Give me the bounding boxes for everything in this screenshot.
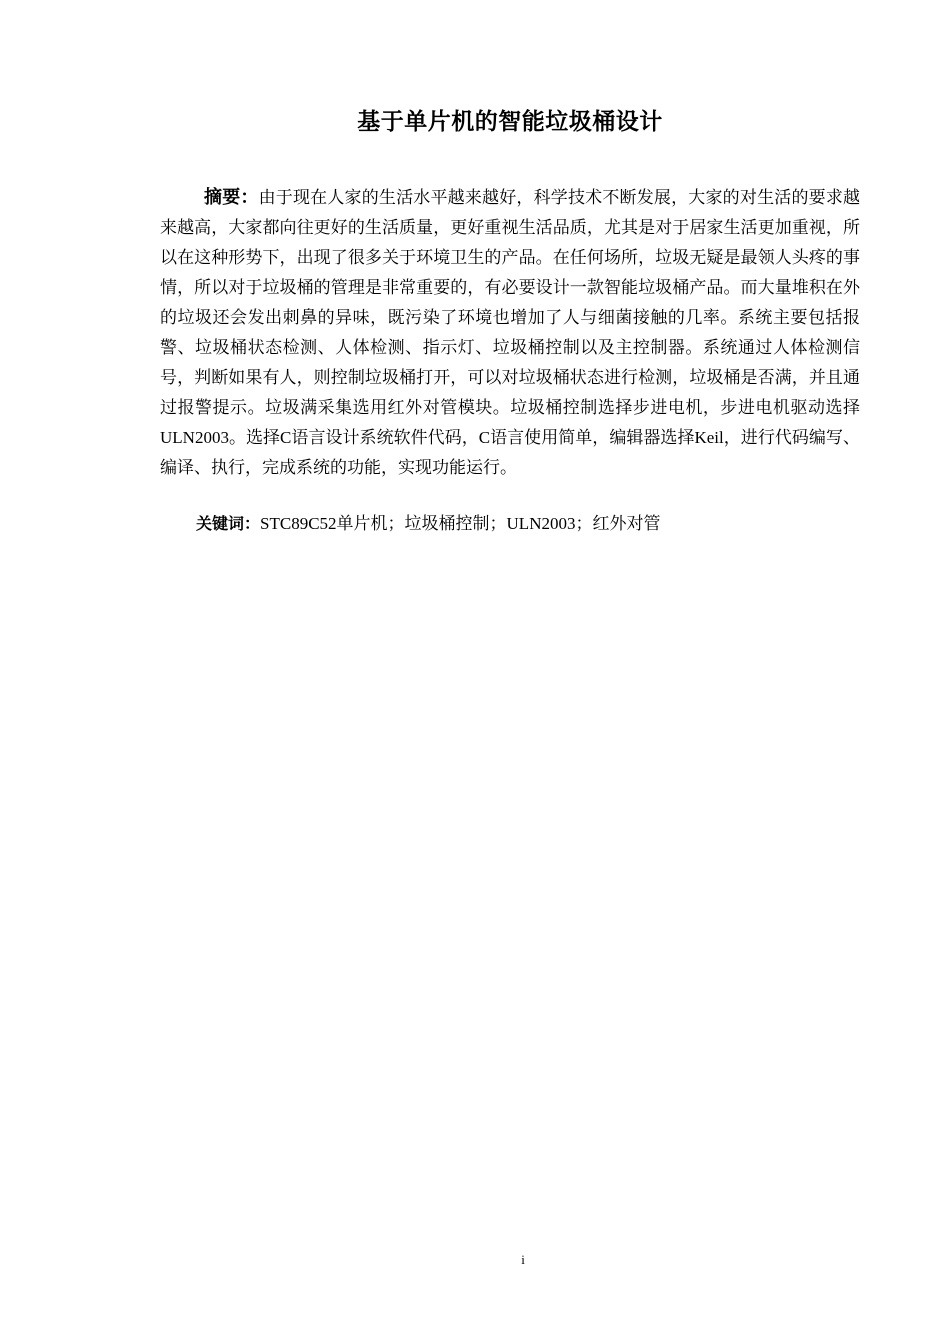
document-title: 基于单片机的智能垃圾桶设计 (357, 109, 663, 135)
keywords-paragraph (160, 509, 860, 539)
page-number: i (521, 1252, 525, 1267)
keywords-label: 关键词： (196, 514, 261, 533)
abstract-paragraph (160, 183, 860, 483)
abstract-label: 摘要： (204, 187, 259, 208)
abstract-text: 由于现在人家的生活水平越来越好，科学技术不断发展，大家的对生活的要求越来越高，大家都向往更好的生活质量，更好重视生活品质，尤其是对于居家生活更加重视，所以在这种形势下，出现了很多关于环境卫生的产品。在任何场所，垃圾无疑是最领人头疼的事情，所以对于垃圾桶的管理是非常重要的，有必要设计一款智能垃圾桶产品。而大量堆积在外的垃圾还会发出刺鼻的异味，既污染了环境也增加了人与细菌接触的几率。系统主要包括报警、垃圾桶状态检测、人体检测、指示灯、垃圾桶控制以及主控制器。系统通过人体检测信号，判断如果有人，则控制垃圾桶打开，可以对垃圾桶状态进行检测，垃圾桶是否满，并且通过报警提示。垃圾满采集选用红外对管模块。垃圾桶控制选择步进电机，步进电机驱动选择ULN2003。选择C语言设计系统软件代码，C语言使用简单，编辑器选择Keil，进行代码编写、编译、执行，完成系统的功能，实现功能运行。 (160, 188, 861, 477)
keywords-text: STC89C52单片机；垃圾桶控制；ULN2003；红外对管 (260, 514, 661, 533)
